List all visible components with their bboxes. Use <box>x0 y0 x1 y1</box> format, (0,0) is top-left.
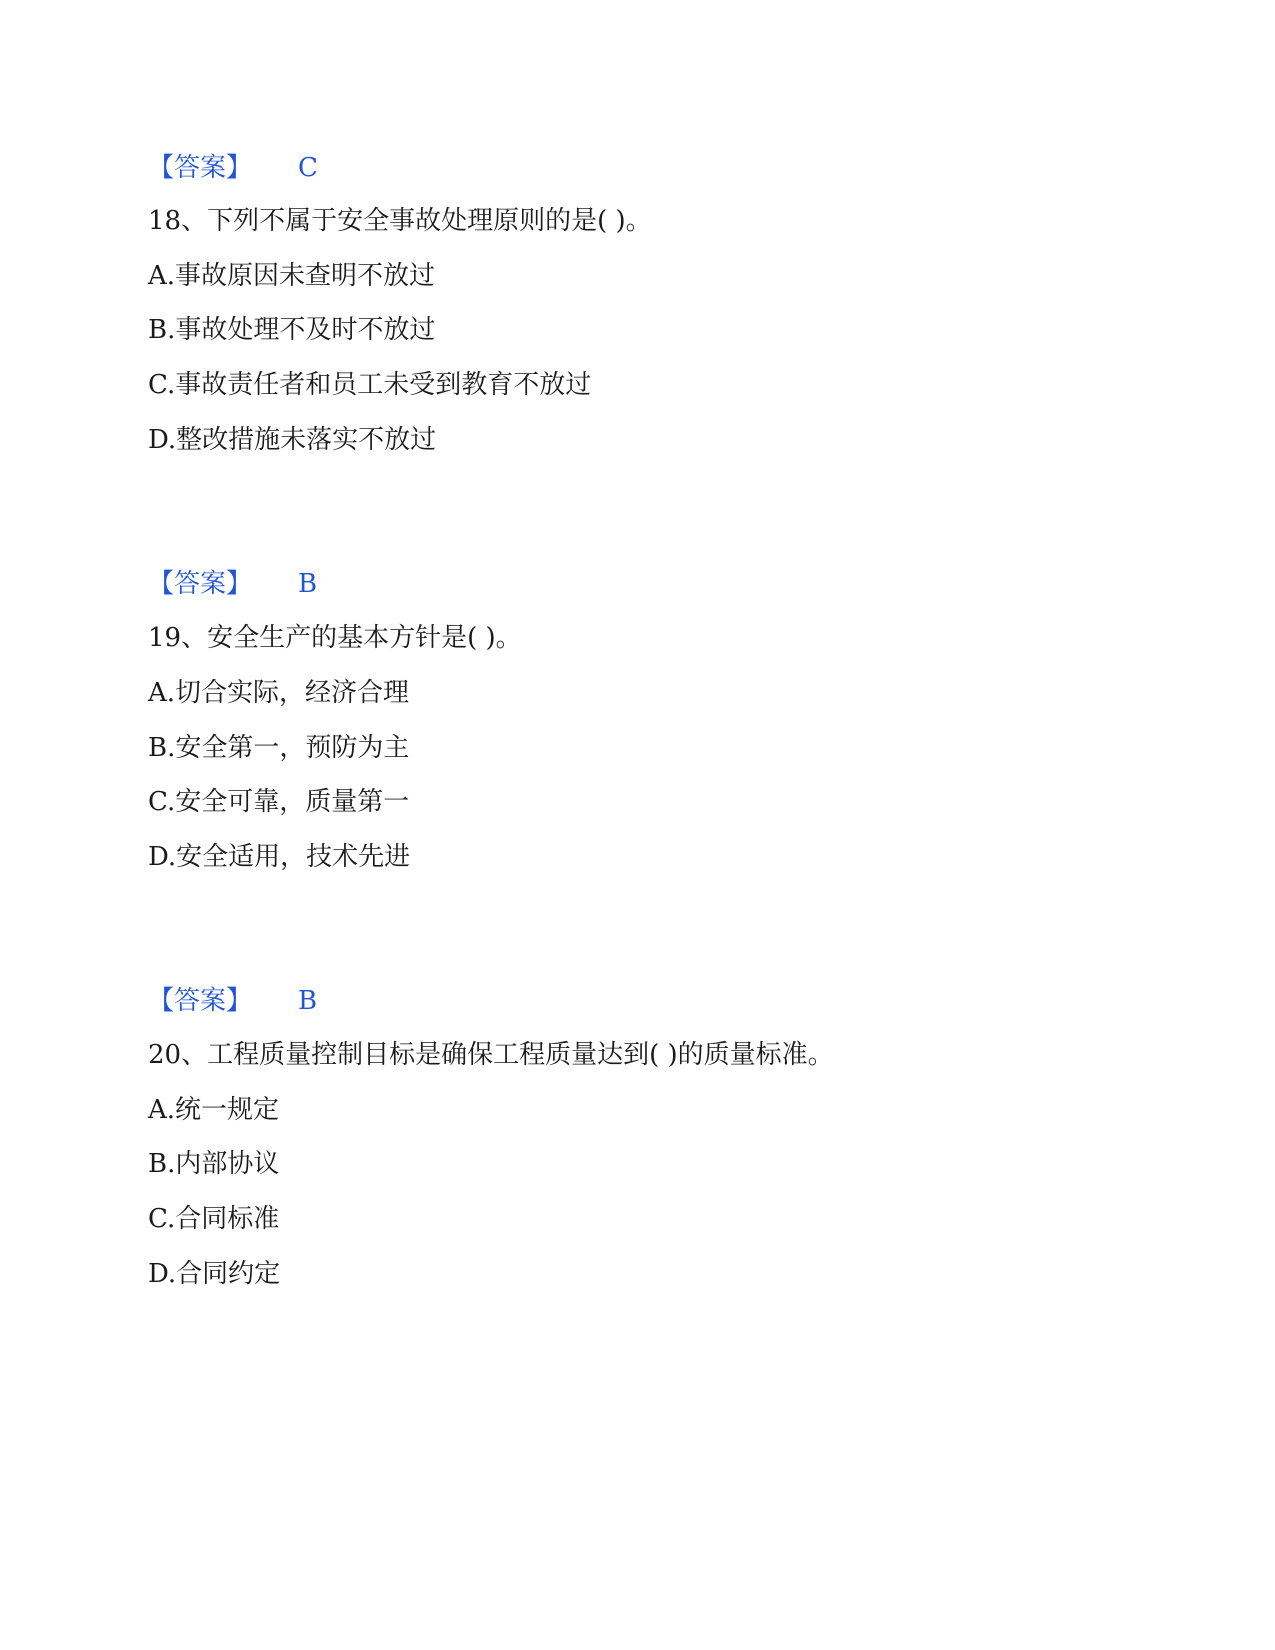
answer-value: B <box>298 986 318 1016</box>
option-a: A.统一规定 <box>148 1095 280 1125</box>
option-d: D.安全适用，技术先进 <box>148 842 411 872</box>
answer-value: C <box>298 153 318 183</box>
option-d: D.合同约定 <box>148 1259 281 1289</box>
answer-label: 【答案】 <box>148 986 253 1016</box>
answer-value: B <box>298 569 318 599</box>
option-c: C.事故责任者和员工未受到教育不放过 <box>148 370 592 400</box>
answer-line <box>148 984 317 1018</box>
option-c: C.合同标准 <box>148 1204 280 1234</box>
option-c: C.安全可靠，质量第一 <box>148 787 410 817</box>
option-a: A.切合实际，经济合理 <box>148 678 410 708</box>
option-b: B.安全第一，预防为主 <box>148 733 410 763</box>
answer-line <box>148 567 317 601</box>
option-b: B.事故处理不及时不放过 <box>148 315 436 345</box>
question-text: 19、安全生产的基本方针是( )。 <box>148 623 522 653</box>
question-text: 18、下列不属于安全事故处理原则的是( )。 <box>148 206 652 236</box>
question-text: 20、工程质量控制目标是确保工程质量达到( )的质量标准。 <box>148 1040 834 1070</box>
option-b: B.内部协议 <box>148 1149 280 1179</box>
answer-label: 【答案】 <box>148 569 253 599</box>
option-d: D.整改措施未落实不放过 <box>148 425 437 455</box>
answer-line <box>148 151 318 185</box>
answer-label: 【答案】 <box>148 153 253 183</box>
option-a: A.事故原因未查明不放过 <box>148 261 436 291</box>
